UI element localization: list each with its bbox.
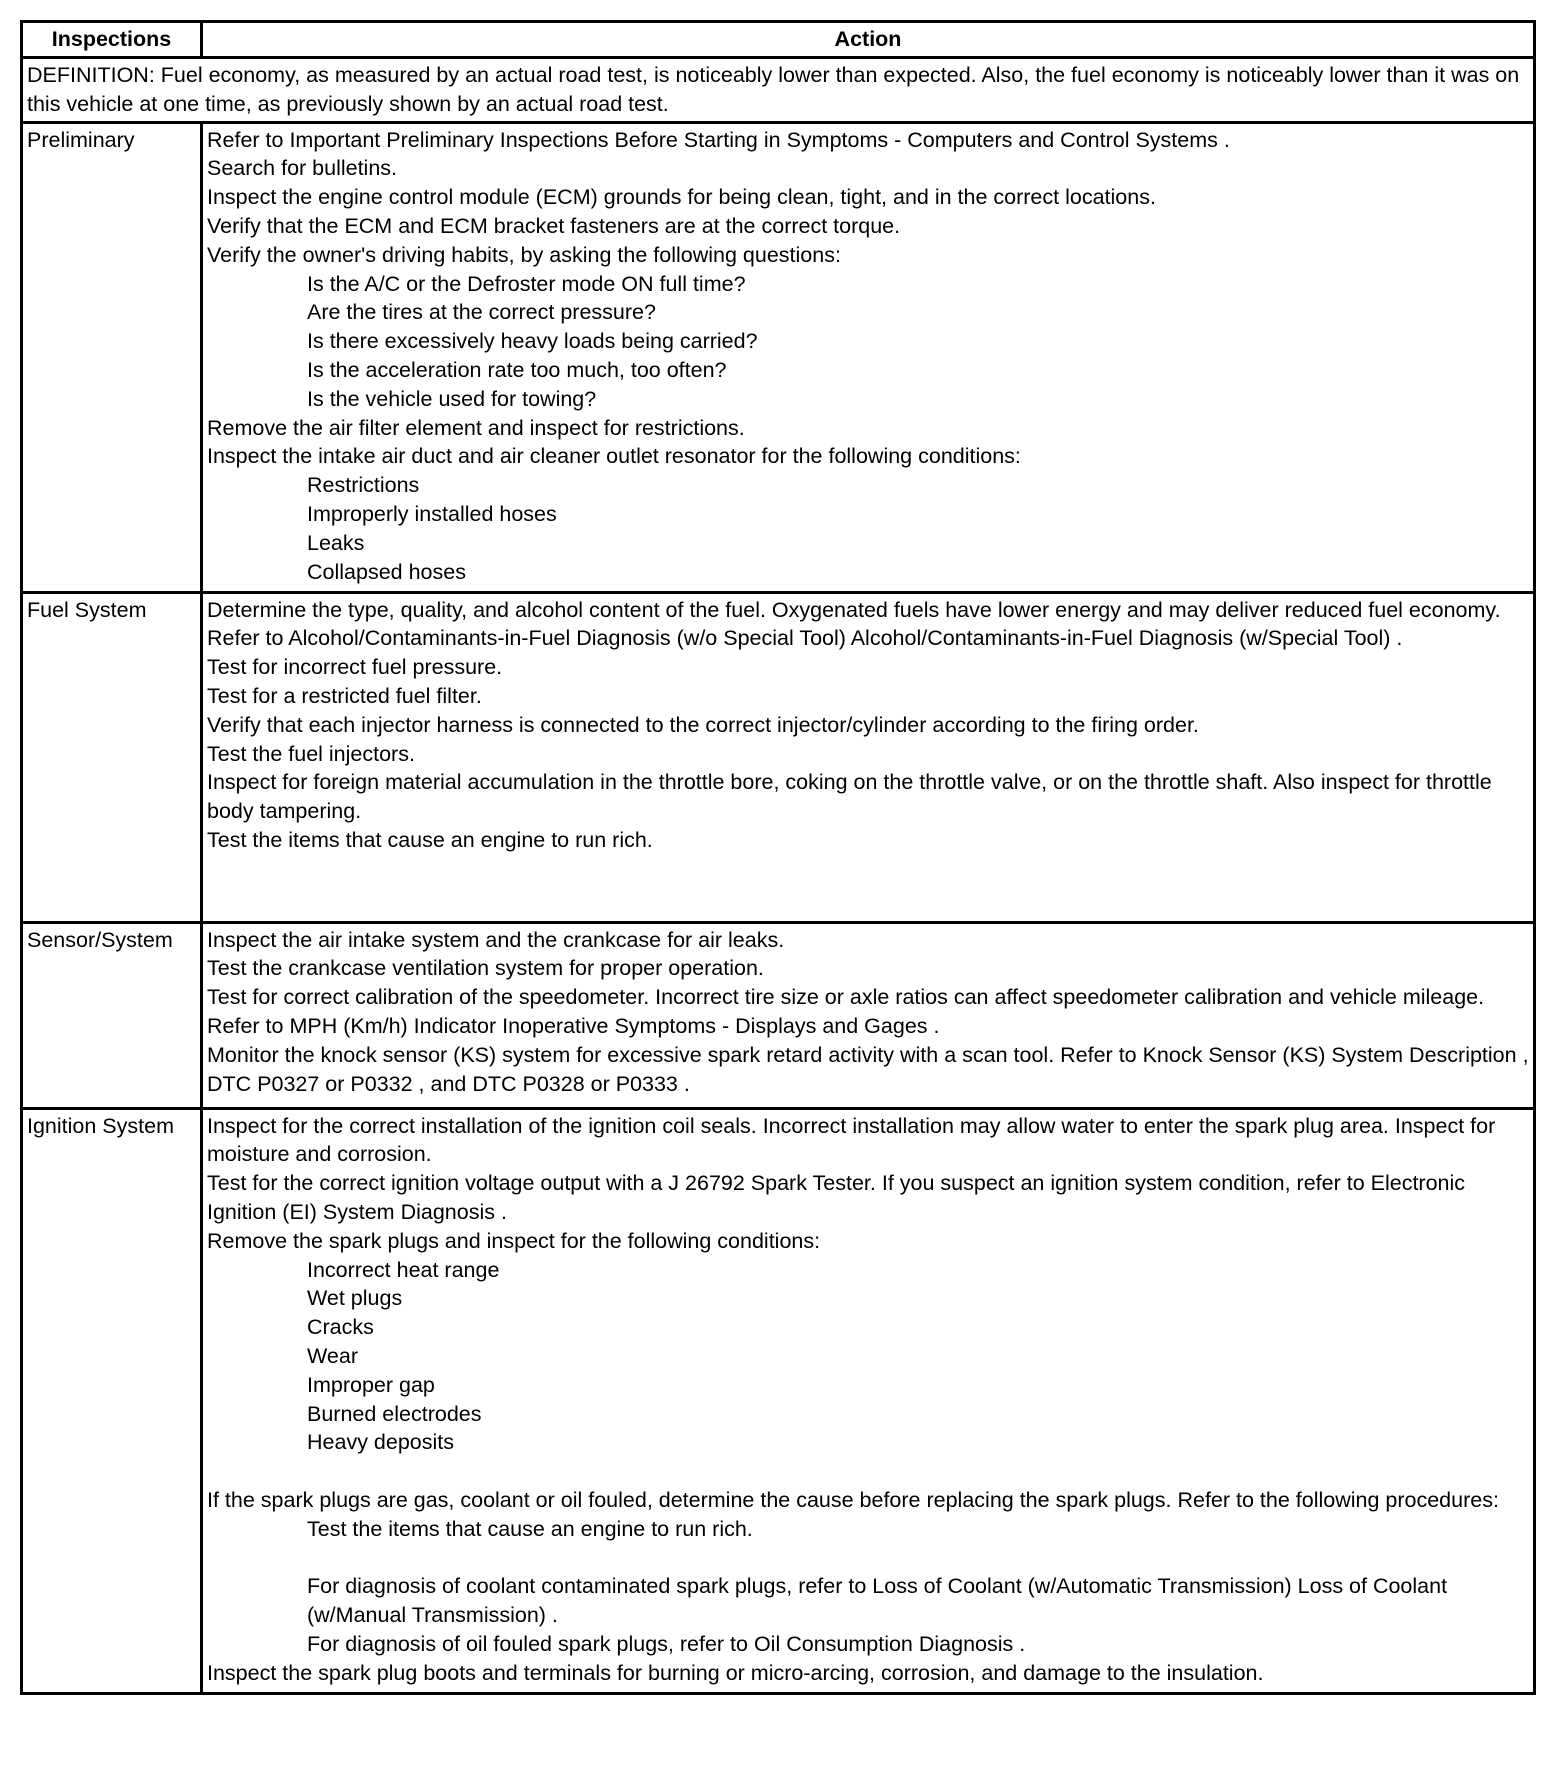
spacer bbox=[207, 1544, 1529, 1573]
sub-item: Are the tires at the correct pressure? bbox=[307, 300, 656, 325]
section-label: Ignition System bbox=[22, 1108, 202, 1693]
section-label: Preliminary bbox=[22, 122, 202, 592]
action-line: Inspect the air intake system and the crankcase for air leaks. bbox=[207, 927, 785, 952]
sub-item: Is the vehicle used for towing? bbox=[307, 386, 597, 411]
section-row-fuel-system bbox=[22, 592, 1535, 922]
section-label: Fuel System bbox=[22, 592, 202, 922]
sub-item: Wear bbox=[307, 1343, 358, 1368]
spacer bbox=[207, 1457, 1529, 1486]
action-line: Inspect for foreign material accumulation in the throttle bore, coking on the throttle valve, or on the throttle shaft. Also inspect for throttle body tampering. bbox=[207, 770, 1492, 824]
action-line: Determine the type, quality, and alcohol content of the fuel. Oxygenated fuels have lower energy and may deliver reduced fuel economy. Refer to Alcohol/Contaminants-in-Fuel Diagnosis (w/o Special Tool) Alcohol/Contaminants-in-Fuel Diagnosis (w/Special Tool) . bbox=[207, 597, 1501, 651]
action-line: Test the fuel injectors. bbox=[207, 741, 415, 766]
action-line: Search for bulletins. bbox=[207, 156, 398, 181]
header-inspections: Inspections bbox=[22, 22, 202, 58]
header-action: Action bbox=[202, 22, 1535, 58]
action-line: Remove the spark plugs and inspect for the following conditions: bbox=[207, 1228, 821, 1253]
action-line: Verify that the ECM and ECM bracket fasteners are at the correct torque. bbox=[207, 213, 901, 238]
symptom-table bbox=[20, 20, 1536, 1695]
section-row-preliminary bbox=[22, 122, 1535, 592]
action-line: Test for a restricted fuel filter. bbox=[207, 683, 482, 708]
action-line: Test for the correct ignition voltage output with a J 26792 Spark Tester. If you suspect an ignition system condition, refer to Electronic Ignition (EI) System Diagnosis . bbox=[207, 1171, 1466, 1224]
sub-item: Improper gap bbox=[307, 1372, 435, 1397]
action-cell bbox=[202, 592, 1535, 922]
action-line: Test the items that cause an engine to run rich. bbox=[207, 827, 653, 852]
sub-item: Cracks bbox=[307, 1315, 374, 1340]
action-line: Monitor the knock sensor (KS) system for excessive spark retard activity with a scan tool. Refer to Knock Sensor (KS) System Description , DTC P0327 or P0332 , and DTC P0328 or P0333 . bbox=[207, 1042, 1529, 1096]
action-line: Inspect the intake air duct and air cleaner outlet resonator for the following conditions: bbox=[207, 444, 1021, 469]
action-line: Refer to Important Preliminary Inspections Before Starting in Symptoms - Computers and Control Systems . bbox=[207, 127, 1230, 152]
action-line: Inspect for the correct installation of the ignition coil seals. Incorrect installation may allow water to enter the spark plug area. Inspect for moisture and corrosion. bbox=[207, 1113, 1496, 1167]
action-cell bbox=[202, 1108, 1535, 1693]
sub-item: Leaks bbox=[307, 530, 365, 555]
section-row-ignition-system bbox=[22, 1108, 1535, 1693]
sub-item: Is there excessively heavy loads being carried? bbox=[307, 329, 758, 354]
section-row-sensor-system bbox=[22, 922, 1535, 1108]
action-line: Inspect the spark plug boots and terminals for burning or micro-arcing, corrosion, and damage to the insulation. bbox=[207, 1660, 1264, 1685]
action-cell bbox=[202, 122, 1535, 592]
sub-item: Collapsed hoses bbox=[307, 559, 466, 584]
header-row bbox=[22, 22, 1535, 58]
sub-item: For diagnosis of coolant contaminated spark plugs, refer to Loss of Coolant (w/Automatic Transmission) Loss of Coolant (w/Manual Transmission) . bbox=[307, 1574, 1448, 1628]
sub-item: Restrictions bbox=[307, 473, 420, 498]
action-line: Remove the air filter element and inspect for restrictions. bbox=[207, 415, 745, 440]
action-line: Test the crankcase ventilation system for proper operation. bbox=[207, 956, 764, 981]
action-cell bbox=[202, 922, 1535, 1108]
action-line: Test for incorrect fuel pressure. bbox=[207, 655, 503, 680]
sub-item: For diagnosis of oil fouled spark plugs, refer to Oil Consumption Diagnosis . bbox=[307, 1631, 1026, 1656]
action-line: Verify the owner's driving habits, by asking the following questions: bbox=[207, 242, 841, 267]
sub-item: Burned electrodes bbox=[307, 1401, 482, 1426]
sub-item: Incorrect heat range bbox=[307, 1257, 500, 1282]
action-line: Verify that each injector harness is connected to the correct injector/cylinder according to the firing order. bbox=[207, 712, 1199, 737]
definition-text: DEFINITION: Fuel economy, as measured by an actual road test, is noticeably lower than expected. Also, the fuel economy is noticeably lower than it was on this vehicle at one time, as previously shown by an actual road test. bbox=[22, 58, 1535, 123]
sub-item: Is the acceleration rate too much, too often? bbox=[307, 357, 727, 382]
section-label: Sensor/System bbox=[22, 922, 202, 1108]
sub-item: Improperly installed hoses bbox=[307, 501, 557, 526]
sub-item: Test the items that cause an engine to run rich. bbox=[307, 1516, 753, 1541]
sub-item: Is the A/C or the Defroster mode ON full time? bbox=[307, 271, 746, 296]
definition-row bbox=[22, 58, 1535, 123]
action-line: Test for correct calibration of the speedometer. Incorrect tire size or axle ratios can affect speedometer calibration and vehicle mileage. Refer to MPH (Km/h) Indicator Inoperative Symptoms - Displays and Gages . bbox=[207, 985, 1485, 1038]
sub-item: Wet plugs bbox=[307, 1286, 403, 1311]
action-line: Inspect the engine control module (ECM) grounds for being clean, tight, and in the correct locations. bbox=[207, 185, 1156, 210]
action-line: If the spark plugs are gas, coolant or oil fouled, determine the cause before replacing the spark plugs. Refer to the following procedures: bbox=[207, 1487, 1499, 1512]
sub-item: Heavy deposits bbox=[307, 1430, 454, 1455]
